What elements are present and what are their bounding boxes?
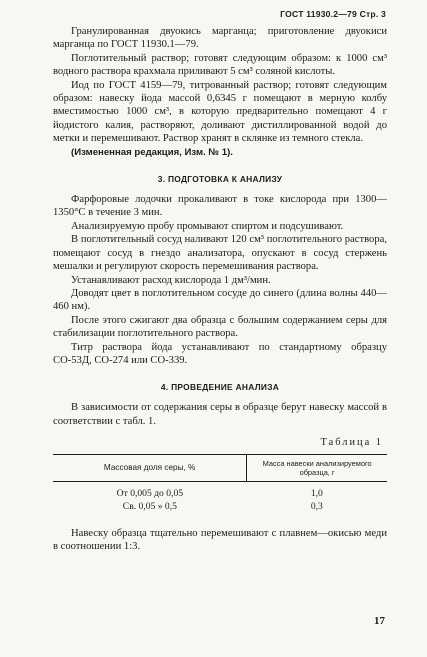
section-title: 3. ПОДГОТОВКА К АНАЛИЗУ xyxy=(157,174,283,185)
paragraph: Анализируемую пробу промывают спиртом и подсушивают. xyxy=(71,220,344,232)
page-number: 17 xyxy=(374,615,385,627)
paragraph: После этого сжигают два образца с большим содержанием серы для стабилизации поглотительного раствора. xyxy=(53,314,387,340)
running-header: ГОСТ 11930.2—79 Стр. 3 xyxy=(280,9,386,19)
paragraph: Фарфоровые лодочки прокаливают в токе кислорода при 1300—1350°С в течение 3 мин. xyxy=(53,194,387,219)
table-cell: 1,0 xyxy=(310,487,323,499)
paragraph: В зависимости от содержания серы в образце берут навеску массой в соответствии с табл. 1. xyxy=(53,402,387,427)
edit-note: (Измененная редакция, Изм. № 1). xyxy=(71,146,233,158)
paragraph: Иод по ГОСТ 4159—79, титрованный раствор; готовят следующим образом: навеску йода массой 0,6345 г помещают в мерную колбу вместимостью 1000 см³, в которую предварительно помещают 4 г йодистого калия, растворяют, доливают дистиллированной водой до метки и перемешивают. Раствор хранят в склянке из темного стекла. xyxy=(53,79,387,145)
table-cell: От 0,005 до 0,05 xyxy=(116,487,184,499)
section-title: 4. ПРОВЕДЕНИЕ АНАЛИЗА xyxy=(160,382,280,393)
column-header: Масса навески анализируемого образца, г xyxy=(247,454,387,481)
table-row xyxy=(53,487,387,500)
table-caption: Таблица 1 xyxy=(320,437,383,449)
data-table xyxy=(53,454,387,513)
table-header-row xyxy=(53,454,387,481)
table-cell: Св. 0,05 » 0,5 xyxy=(122,500,177,512)
paragraph: Поглотительный раствор; готовят следующим образом: к 1000 см³ водного раствора крахмала приливают 5 см³ соляной кислоты. xyxy=(53,52,387,78)
page-body xyxy=(53,25,387,553)
paragraph: В поглотительный сосуд наливают 120 см³ поглотительного раствора, помещают сосуд в гнездо анализатора, опускают в сосуд стержень мешалки и регулируют скорость перемешивания раствора. xyxy=(53,234,387,273)
paragraph: Навеску образца тщательно перемешивают с плавнем—окисью меди в соотношении 1:3. xyxy=(53,527,387,552)
paragraph: Устанавливают расход кислорода 1 дм³/мин. xyxy=(71,274,271,286)
table-row xyxy=(53,500,387,513)
paragraph: Гранулированная двуокись марганца; приготовление двуокиси марганца по ГОСТ 11930.1—79. xyxy=(53,26,387,51)
paragraph: Доводят цвет в поглотительном сосуде до синего (длина волны 440—460 нм). xyxy=(53,287,387,313)
table-cell: 0,3 xyxy=(310,500,323,512)
column-header: Массовая доля серы, % xyxy=(53,454,247,481)
paragraph: Титр раствора йода устанавливают по стандартному образцу СО-53Д, СО-274 или СО-339. xyxy=(53,341,387,366)
